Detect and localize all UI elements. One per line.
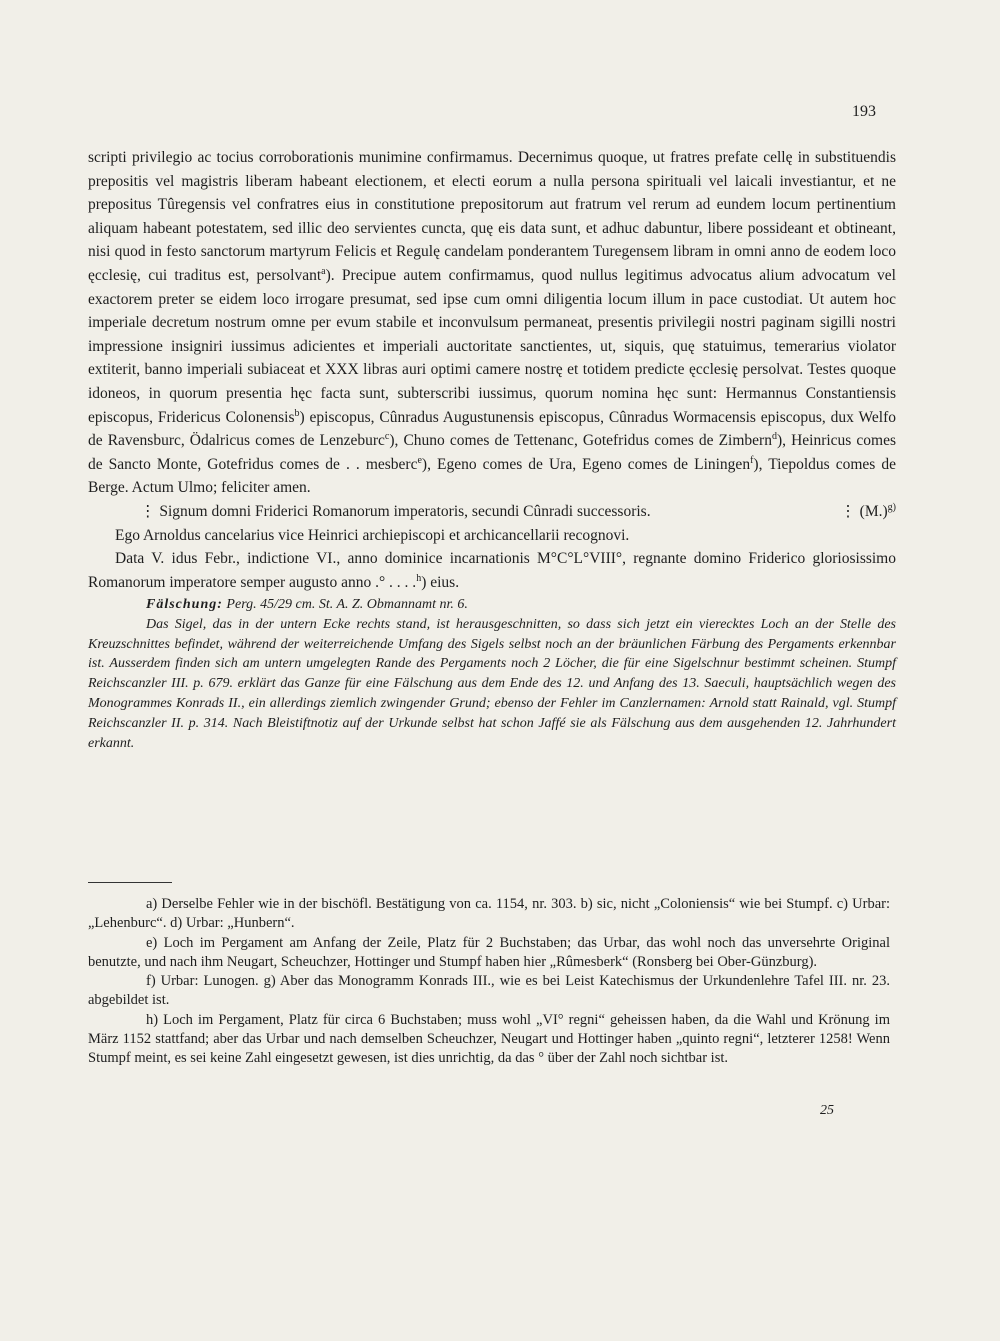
body-text: ). Precipue autem confirmamus, quod nullus legitimus advocatus alium advocatum vel exactorem preter se eidem loco irrogare presumat, sed ipse cum omni diligentia locum illum in pace custodiat. Ut autem hoc imperiale decretum nostrum omne per evum stabile et inconvulsum permaneat, presentis privilegii nostri paginam sigilli nostri impressione insigniri iussimus adicientes et imperiali auctoritate sanctientes, ut, siquis, quę statuimus, temerarius violator extiterit, banno imperiali subiaceat et XXX libras auri optimi camere nostrę et totidem predicte ęcclesię persolvat. Testes quoque idoneos, in quorum presentia hęc facta sunt, subterscribi iussimus, quorum nomina hęc sunt: Hermannus Constantiensis episcopus, Fridericus Colonensis (88, 266, 896, 426)
footnote-mark: e (417, 454, 422, 466)
signum-text: ⋮ Signum domni Friderici Romanorum imperatoris, secundi Cûnradi successoris. (140, 502, 651, 520)
signum-line (88, 500, 896, 524)
editorial-note: Das Sigel, das in der untern Ecke rechts stand, ist herausgeschnitten, so dass sich jetzt ein vierecktes Loch an der Stelle des Kreuzschnittes befindet, während der weiterreichende Umfang des Sigels selbst noch an der bräunlichen Färbung des Pergaments erkennbar ist. Ausserdem finden sich am untern umgelegten Rande des Pergaments noch 2 Löcher, die für eine Sigelschnur bestimmt scheinen. Stumpf Reichscanzler III. p. 679. erklärt das Ganze für eine Fälschung aus dem Ende des 12. und Anfang des 13. Saeculi, hauptsächlich wegen des Monogrammes Konrads II., ein allerdings ziemlich zwingender Grund; ebenso der Fehler im Canzlernamen: Arnold statt Rainald, vgl. Stumpf Reichscanzler II. p. 314. Nach Bleistiftnotiz auf der Urkunde selbst hat schon Jaffé sie als Fälschung aus dem ausgehenden 12. Jahrhundert erkannt. (88, 616, 896, 751)
footnote-mark: b (294, 407, 300, 419)
recognition-line: Ego Arnoldus cancelarius vice Heinrici archiepiscopi et archicancellarii recognovi. (115, 526, 630, 544)
monogram-mark: ⋮ $(M.)^{g)}$ (840, 501, 896, 520)
footnote-mark: c (384, 430, 390, 442)
footnote-mark: h (416, 572, 422, 584)
footnote-mark: a (321, 265, 326, 277)
body-text: scripti privilegio ac tocius corroborationis munimine confirmamus. Decernimus quoque, ut fratres prefate cellę in substituendis prepositis vel magistris liberam habeant electionem, et electi eorum a nulla persona spirituali vel laicali investiantur, et ne prepositus Tûregensis vel confratres eius in constitutione prepositorum aut fratrum vel rerum ad eundem locum pertinentium aliquam habeant potestatem, sed illic deo servientes cuncta, quę eis data sunt, et adhuc dabuntur, libere possideant et obtineant, nisi quod in festo sanctorum martyrum Felicis et Regulę candelam ponderantem Turegensem libram in omni anno de eodem loco ęcclesię, cui traditus est, persolvant (88, 149, 896, 284)
body-text: ), Chuno comes de Tettenanc, Gotefridus comes de Zimbern (389, 432, 772, 450)
footnote-rule (88, 882, 172, 883)
footnote: f) Urbar: Lunogen. g) Aber das Monogramm Konrads III., wie es bei Leist Katechismus der Urkundenlehre Tafel III. nr. 23. abgebildet ist. (88, 973, 890, 1009)
editorial-note-heading: Fälschung: Perg. 45/29 cm. St. A. Z. Obmannamt nr. 6. (146, 597, 468, 613)
printer-signature: 25 (820, 1103, 834, 1118)
body-text: ) episcopus, Cûnradus Augustunensis episcopus, Cûnradus Wormacensis episcopus, dux Welfo de Ravensburc, Ödalricus comes de Lenzeburc (88, 408, 896, 450)
body-text: ), Tiepoldus comes de Berge. Actum Ulmo; feliciter amen. (88, 455, 896, 497)
dating-clause: Data V. idus Febr., indictione VI., anno dominice incarnationis M°C°L°VIII°, regnante domino Friderico gloriosissimo Romanorum imperatore semper augusto anno .° . . . .$^h$) eius. (88, 550, 896, 591)
body-paragraph (88, 146, 896, 500)
footnote-mark: f (750, 454, 754, 466)
footnote-mark: d (771, 430, 777, 442)
footnote: e) Loch im Pergament am Anfang der Zeile, Platz für 2 Buchstaben; das Urbar, das wohl noch das unversehrte Original benutzte, und nach ihm Neugart, Scheuchzer, Hottinger und Stumpf haben hier „Rûmesberk“ (Ronsberg bei Ober-Günzburg). (88, 934, 890, 970)
footnote-mark: g) (887, 501, 896, 513)
footnote: h) Loch im Pergament, Platz für circa 6 Buchstaben; muss wohl „VI° regni“ geheissen haben, da die Wahl und Krönung im März 1152 stattfand; aber das Urbar und nach demselben Scheuchzer, Neugart und Hottinger haben „quinto regni“, letzterer 1258! Wenn Stumpf meint, es sei keine Zahl eingesetzt gewesen, ist dies unrichtig, da das ° über der Zahl noch sichtbar ist. (88, 1011, 890, 1067)
page-number: 193 (852, 103, 876, 120)
body-text: ), Egeno comes de Ura, Egeno comes de Liningen (421, 455, 751, 473)
main-text (88, 146, 896, 753)
footnote: a) Derselbe Fehler wie in der bischöfl. Bestätigung von ca. 1154, nr. 303. b) sic, nicht „Coloniensis“ wie bei Stumpf. c) Urbar: „Lehenburc“. d) Urbar: „Hunbern“. (88, 896, 890, 932)
footnotes (88, 895, 890, 1069)
body-text: ), Heinricus comes de Sancto Monte, Gotefridus comes de . . mesberc (88, 432, 896, 473)
